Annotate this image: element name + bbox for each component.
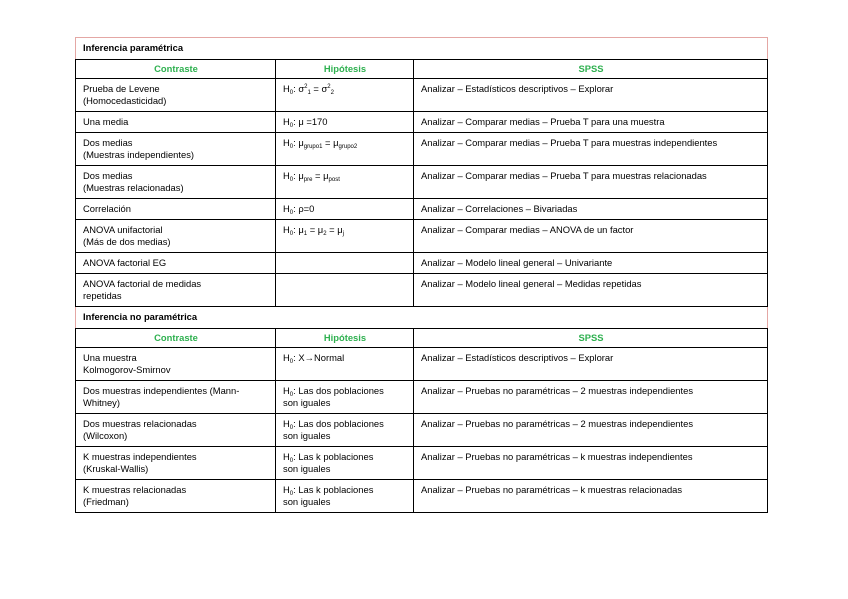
table-row [76,253,768,274]
header-hipotesis: Hipótesis [276,60,414,79]
header-contraste: Contraste [76,329,276,348]
hipotesis-cell: $H_0$: Las dos poblaciones son iguales [276,381,414,414]
table-row [76,414,768,447]
spss-cell: Analizar – Comparar medias – Prueba T para muestras independientes [414,133,768,166]
contraste-cell: Una muestra Kolmogorov-Smirnov [76,348,276,381]
table-row [76,199,768,220]
hipotesis-cell: $H_0$: μ =170 [276,112,414,133]
header-spss: SPSS [414,329,768,348]
contraste-cell: Dos muestras independientes (Mann- Whitney) [76,381,276,414]
spss-cell: Analizar – Correlaciones – Bivariadas [414,199,768,220]
hipotesis-cell: $H_0$: ρ=0 [276,199,414,220]
spss-cell: Analizar – Comparar medias – Prueba T para muestras relacionadas [414,166,768,199]
hipotesis-cell: $H_0$: $\mu_1 = \mu_2 = \mu_j$ [276,220,414,253]
section-header-nonparametric [76,307,768,329]
header-hipotesis: Hipótesis [276,329,414,348]
hipotesis-cell [276,253,414,274]
spss-cell: Analizar – Comparar medias – Prueba T para una muestra [414,112,768,133]
hipotesis-cell [276,274,414,307]
hipotesis-cell: $H_0$: $\mu_{pre} = \mu_{post}$ [276,166,414,199]
contraste-cell: ANOVA unifactorial (Más de dos medias) [76,220,276,253]
spss-cell: Analizar – Modelo lineal general – Univariante [414,253,768,274]
section-header-parametric [76,38,768,60]
table-row [76,480,768,513]
column-header-row [76,60,768,79]
column-header-row [76,329,768,348]
hipotesis-cell: $H_0$: Las dos poblaciones son iguales [276,414,414,447]
contraste-cell: Dos muestras relacionadas (Wilcoxon) [76,414,276,447]
spss-cell: Analizar – Pruebas no paramétricas – 2 muestras independientes [414,381,768,414]
spss-cell: Analizar – Pruebas no paramétricas – k muestras relacionadas [414,480,768,513]
table-row [76,79,768,112]
hipotesis-cell: $H_0$: $\sigma^2_1 = \sigma^2_2$ [276,79,414,112]
contraste-cell: ANOVA factorial EG [76,253,276,274]
contraste-cell: K muestras relacionadas (Friedman) [76,480,276,513]
table-row [76,133,768,166]
hipotesis-cell: $H_0$: X→Normal [276,348,414,381]
section-title: Inferencia paramétrica [76,38,768,60]
contraste-cell: Correlación [76,199,276,220]
header-spss: SPSS [414,60,768,79]
hipotesis-cell: $H_0$: $\mu_{grupo1} = \mu_{grupo2}$ [276,133,414,166]
spss-cell: Analizar – Estadísticos descriptivos – Explorar [414,79,768,112]
table-row [76,112,768,133]
table-row [76,166,768,199]
table-row [76,447,768,480]
section-title: Inferencia no paramétrica [76,307,768,329]
contraste-cell: Dos medias (Muestras independientes) [76,133,276,166]
table-row [76,220,768,253]
spss-cell: Analizar – Pruebas no paramétricas – 2 muestras independientes [414,414,768,447]
header-contraste: Contraste [76,60,276,79]
hipotesis-cell: $H_0$: Las k poblaciones son iguales [276,480,414,513]
table-row [76,274,768,307]
table-row [76,381,768,414]
contraste-cell: Prueba de Levene (Homocedasticidad) [76,79,276,112]
spss-cell: Analizar – Modelo lineal general – Medidas repetidas [414,274,768,307]
contraste-cell: Una media [76,112,276,133]
hipotesis-cell: $H_0$: Las k poblaciones son iguales [276,447,414,480]
contraste-cell: Dos medias (Muestras relacionadas) [76,166,276,199]
spss-cell: Analizar – Comparar medias – ANOVA de un factor [414,220,768,253]
spss-cell: Analizar – Estadísticos descriptivos – Explorar [414,348,768,381]
table-row [76,348,768,381]
spss-cell: Analizar – Pruebas no paramétricas – k muestras independientes [414,447,768,480]
contraste-cell: K muestras independientes (Kruskal-Wallis) [76,447,276,480]
contraste-cell: ANOVA factorial de medidas repetidas [76,274,276,307]
statistics-table [75,37,768,513]
